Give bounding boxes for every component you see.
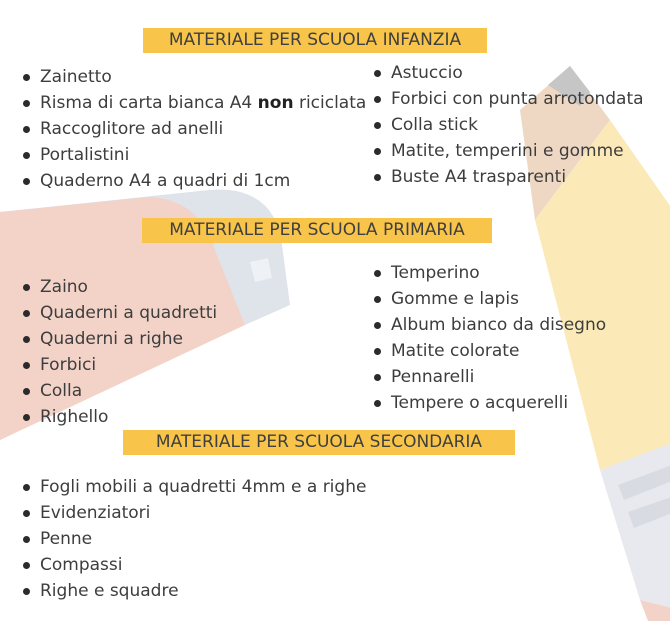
list-item: Zainetto (19, 64, 366, 90)
list-item: Astuccio (370, 60, 644, 86)
list-item: Temperino (370, 260, 606, 286)
list-item: Compassi (19, 552, 366, 578)
list-item: Colla stick (370, 112, 644, 138)
list-item: Quaderno A4 a quadri di 1cm (19, 168, 366, 194)
infanzia-right-list (370, 60, 644, 190)
list-item: Colla (19, 378, 217, 404)
list-item: Pennarelli (370, 364, 606, 390)
list-item: Righe e squadre (19, 578, 366, 604)
list-item: Forbici con punta arrotondata (370, 86, 644, 112)
list-item: Buste A4 trasparenti (370, 164, 644, 190)
list-item-text: riciclata (293, 93, 367, 113)
list-item (19, 90, 366, 116)
secondaria-list (19, 474, 366, 604)
heading-infanzia: MATERIALE PER SCUOLA INFANZIA (143, 28, 487, 53)
list-item: Album bianco da disegno (370, 312, 606, 338)
list-item: Zaino (19, 274, 217, 300)
list-item: Portalistini (19, 142, 366, 168)
list-item: Raccoglitore ad anelli (19, 116, 366, 142)
list-item-bold: non (257, 93, 294, 113)
list-item: Matite colorate (370, 338, 606, 364)
infanzia-left-list (19, 64, 366, 194)
heading-primaria: MATERIALE PER SCUOLA PRIMARIA (142, 218, 492, 243)
list-item: Forbici (19, 352, 217, 378)
list-item: Quaderni a quadretti (19, 300, 217, 326)
list-item: Evidenziatori (19, 500, 366, 526)
list-item: Fogli mobili a quadretti 4mm e a righe (19, 474, 366, 500)
list-item: Penne (19, 526, 366, 552)
list-item: Righello (19, 404, 217, 430)
primaria-right-list (370, 260, 606, 416)
list-item: Quaderni a righe (19, 326, 217, 352)
list-item: Gomme e lapis (370, 286, 606, 312)
heading-secondaria: MATERIALE PER SCUOLA SECONDARIA (123, 430, 515, 455)
list-item-text: Risma di carta bianca A4 (40, 93, 258, 113)
primaria-left-list (19, 274, 217, 430)
list-item: Matite, temperini e gomme (370, 138, 644, 164)
list-item: Tempere o acquerelli (370, 390, 606, 416)
